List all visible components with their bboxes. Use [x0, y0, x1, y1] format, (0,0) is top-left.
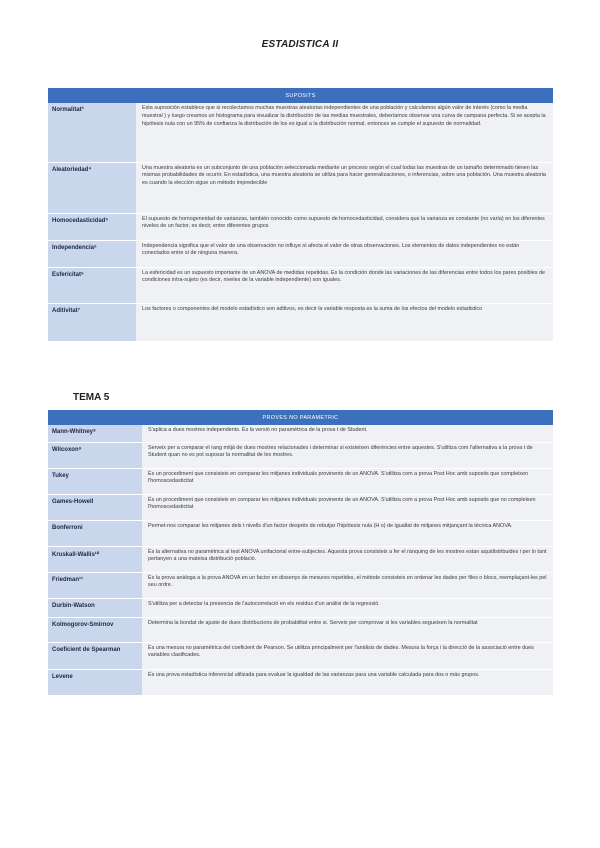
term-cell: Normalitat³: [48, 103, 136, 162]
nonparametric-tests-table: [48, 410, 553, 696]
section-title: TEMA 5: [73, 392, 110, 403]
table-row: [48, 598, 553, 617]
description-cell: Los factores o componentes del modelo estadístico son aditivos, es decir la variable resposta es la suma de los efectos del modelo estadistico: [136, 303, 553, 341]
term-cell: Durbin-Watson: [48, 598, 142, 617]
table-row: [48, 642, 553, 669]
table-row: [48, 494, 553, 520]
table-row: [48, 267, 553, 303]
term-cell: Levene: [48, 669, 142, 695]
description-cell: És la alternativa no paramètrica al test ANOVA unifactorial entre-subjectes. Aquesta prova consisteix a fer el rànquing de les mostres estan aquidistribuides i per lo tant pertanyen a una mateixa distribució població.: [142, 546, 553, 572]
assumptions-table-header: SUPOSITS: [48, 88, 553, 103]
table-header-row: [48, 88, 553, 103]
table-row: [48, 669, 553, 695]
description-cell: Independencia significa que el valor de una observación no influye ni afecta el valor de otras observaciones. Los elementos de datos independientes no están conectados entre sí de ninguna manera.: [136, 240, 553, 267]
term-cell: Games-Howell: [48, 494, 142, 520]
description-cell: Esta suposición establece que si recolectamos muchas muestras aleatorias independientes de una población y calculamos algún valor de interés (como la media muestral ) y luego creamos un histograma para visualizar la distribución de las medias muestrales, deberíamos observar una curva de campana perfecta. Si se acepta la hipótesis nula con un 95% de confianza la distribución de los es igual a la distribución normal, entonces se cumple el supuesto de normalidad.: [136, 103, 553, 162]
description-cell: S'utilitza per a detectar la presencia de l'autocorrelació en els residus d'un anàlisi de la regressió.: [142, 598, 553, 617]
term-cell: Friedman¹¹: [48, 572, 142, 598]
table-row: [48, 617, 553, 642]
term-cell: Coeficient de Spearman: [48, 642, 142, 669]
table-row: [48, 162, 553, 213]
description-cell: És una mesura no paramètrica del coeficient de Pearson. Se utilitza principalment per l'anàlisis de dades. Mesura la força i la direcció de la associació entre dues variables clasificades.: [142, 642, 553, 669]
nonparametric-table-header: PROVES NO PARAMETRIC: [48, 410, 553, 425]
term-cell: Aleatoriedad⁴: [48, 162, 136, 213]
document-title: ESTADISTICA II: [261, 39, 339, 50]
table-row: [48, 240, 553, 267]
table-row: [48, 520, 553, 546]
description-cell: El supuesto de homogeneidad de varianzas, también conocido como supuesto de homocedasticidad, considera que la varianza es constante (no varía) en los diferentes niveles de un factor, es decir, entre diferentes grupos: [136, 213, 553, 240]
table-row: [48, 425, 553, 442]
description-cell: La esfericidad es un supuesto importante de un ANOVA de medidas repetidas. Es la condición donde las variaciones de las diferencias entre todos los pares posibles de condiciones intra-sujeto (es decir, niveles de la variable independiente) son iguales.: [136, 267, 553, 303]
description-cell: Determina la bondat de ajuste de dues distribucions de probabilitat entre si. Serveix per comprovar si les variables segueixen la normalitat: [142, 617, 553, 642]
term-cell: Mann-Whitney⁸: [48, 425, 142, 442]
term-cell: Kruskall-Wallis¹⁰: [48, 546, 142, 572]
description-cell: És un procediment que consisteix en comparar les mitjanes individuals provinents de un ANOVA. S'utilitza com a prova Post Hoc amb suposits que compleixen l'homoscedasticitat: [142, 468, 553, 494]
assumptions-table: [48, 88, 553, 342]
term-cell: Aditivitat⁷: [48, 303, 136, 341]
table-row: [48, 303, 553, 341]
description-cell: És una prova estadística inferencial utilizada para evaluar la igualdad de las varianzas para una variable calculada para dos o más grupos.: [142, 669, 553, 695]
table-header-row: [48, 410, 553, 425]
table-row: [48, 442, 553, 468]
description-cell: Una muestra aleatoria es un subconjunto de una población seleccionada mediante un proceso según el cual todas las muestras de un tamaño determinado tienen las mismas probabilidades de ocurrir. En estadística, una muestra aleatoria se utiliza para hacer generalizaciones, o inferencias, sobre una población. Una muestra aleatoria es cuando la elección sigue un método impredecible: [136, 162, 553, 213]
description-cell: S'aplica a dues mostres independents. És la versió no paramètrica de la prova t de Student.: [142, 425, 553, 442]
description-cell: És un procediment que consisteix en comparar les mitjanes individuals provinents de un ANOVA. S'utilitza com a prova Post Hoc amb suposits que no compleixen l'homoscedasticitat: [142, 494, 553, 520]
description-cell: Serveix per a comparar el rang mitjà de dues mostres relacionades i determinar si existeixen diferències entre aquestes. S'utilitza com l'alternativa a la prova t de Student quan no es pot suposar la normalitat de les mostres.: [142, 442, 553, 468]
term-cell: Independencia⁶: [48, 240, 136, 267]
table-row: [48, 546, 553, 572]
term-cell: Esfericitat⁶: [48, 267, 136, 303]
description-cell: És la prova anàloga a la prova ANOVA en un factor en dissenys de mesures repetides, el mètode consisteix en ordenar les dades per files o blocs, reemplaçant-les pel seu ordre.: [142, 572, 553, 598]
term-cell: Bonferroni: [48, 520, 142, 546]
table-row: [48, 213, 553, 240]
term-cell: Homocedasticidad⁵: [48, 213, 136, 240]
table-row: [48, 103, 553, 162]
term-cell: Wilcoxon⁹: [48, 442, 142, 468]
term-cell: Tukey: [48, 468, 142, 494]
table-row: [48, 468, 553, 494]
table-row: [48, 572, 553, 598]
description-cell: Permet-nos comparar les mitjanes dels t nivells d'un factor després de rebutjar l'hipòtesis nula (H o) de igualtat de mitjanes mitjançant la tècnica ANOVA.: [142, 520, 553, 546]
term-cell: Kolmogorov-Smirnov: [48, 617, 142, 642]
